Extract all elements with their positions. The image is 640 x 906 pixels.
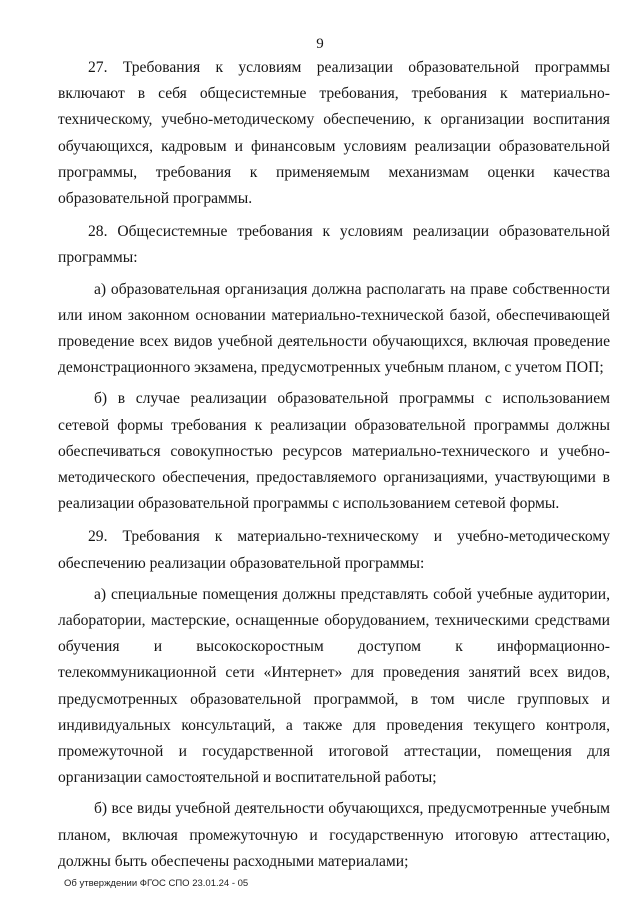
paragraph-27: 27. Требования к условиям реализации образовательной программы включают в себя общесистемные требования, требования к материально-техническому, учебно-методическому обеспечению, к организации воспитания обучающихся, кадровым и финансовым условиям реализации образовательной программы, требования к применяемым механизмам оценки качества образовательной программы. — [58, 59, 610, 208]
footer-document-reference: Об утверждении ФГОС СПО 23.01.24 - 05 — [64, 878, 249, 889]
document-body — [58, 55, 610, 875]
paragraph-28: 28. Общесистемные требования к условиям реализации образовательной программы: — [58, 223, 610, 267]
paragraph-29-b: б) все виды учебной деятельности обучающихся, предусмотренные учебным планом, включая промежуточную и государственную итоговую аттестацию, должны быть обеспечены расходными материалами; — [58, 800, 610, 870]
paragraph-28-b: б) в случае реализации образовательной программы с использованием сетевой формы требования к реализации образовательной программы должны обеспечиваться совокупностью ресурсов материально-технического и учебно-методического обеспечения, предоставляемого организациями, участвующими в реализации образовательной программы с использованием сетевой формы. — [58, 390, 610, 513]
page-number: 9 — [316, 36, 324, 52]
paragraph-29: 29. Требования к материально-техническому и учебно-методическому обеспечению реализации образовательной программы: — [58, 528, 610, 572]
paragraph-28-a: а) образовательная организация должна располагать на праве собственности или ином законном основании материально-технической базой, обеспечивающей проведение всех видов учебной деятельности обучающихся, включая проведение демонстрационного экзамена, предусмотренных учебным планом, с учетом ПОП; — [58, 280, 610, 377]
paragraph-29-a: а) специальные помещения должны представлять собой учебные аудитории, лаборатории, мастерские, оснащенные оборудованием, техническими средствами обучения и высокоскоростным доступом к информационно-телекоммуникационной сети «Интернет» для проведения занятий всех видов, предусмотренных образовательной программой, в том числе групповых и индивидуальных консультаций, а также для проведения текущего контроля, промежуточной и государственной итоговой аттестации, помещения для организации самостоятельной и воспитательной работы; — [58, 585, 610, 787]
